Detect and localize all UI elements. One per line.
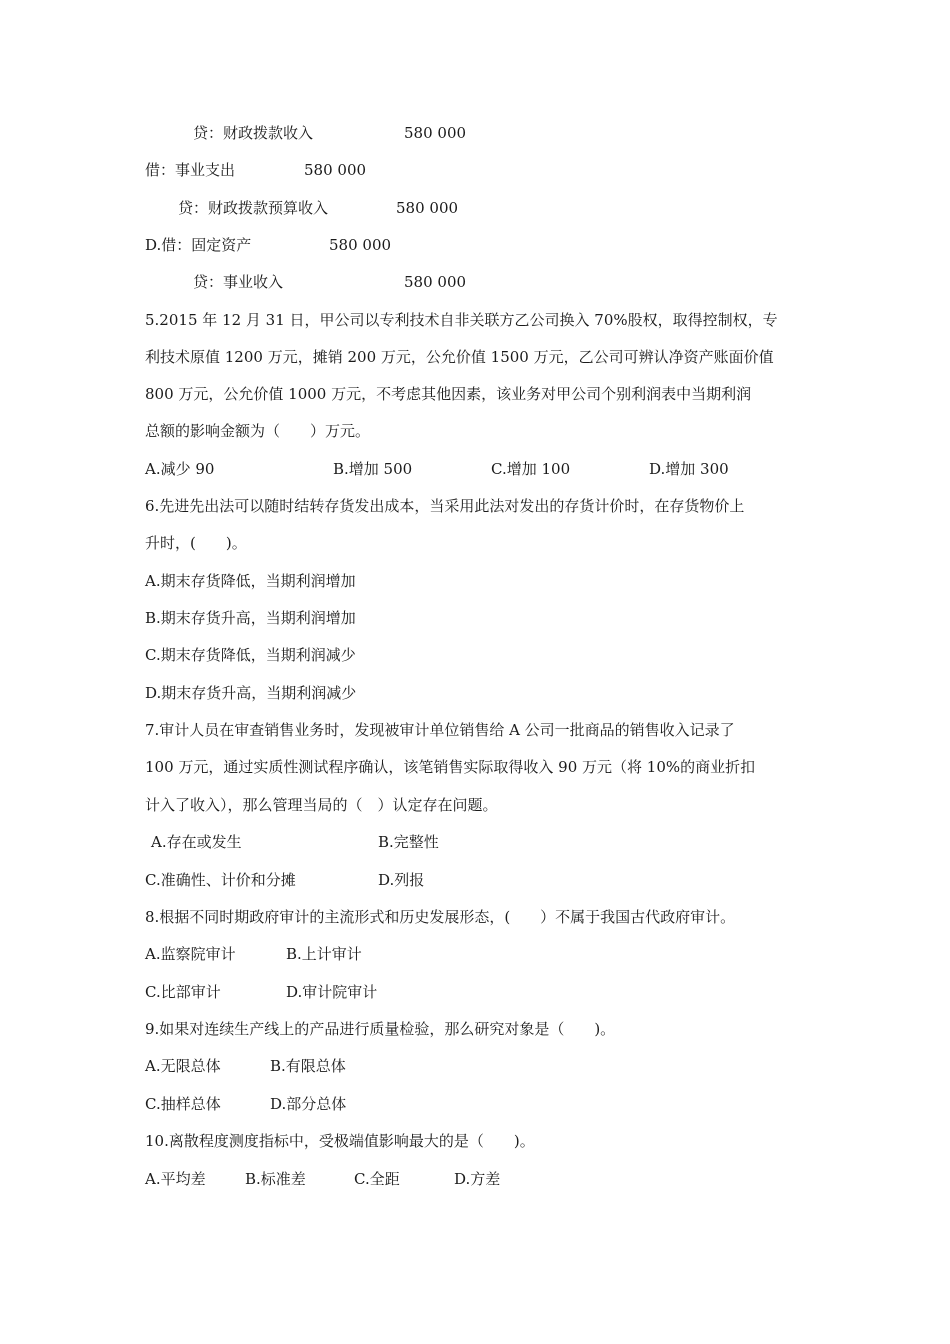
option-b: B.增加 500	[333, 460, 413, 478]
option-a: A.存在或发生	[151, 833, 242, 851]
entry-amount: 580 000	[404, 273, 467, 291]
question-text: 800 万元，公允价值 1000 万元，不考虑其他因素，该业务对甲公司个别利润表中当期利润	[145, 385, 752, 403]
option-a: A.期末存货降低，当期利润增加	[145, 572, 356, 590]
option-c: C.抽样总体	[145, 1095, 221, 1113]
option-a: A.无限总体	[145, 1057, 221, 1075]
option-d: D.增加 300	[649, 460, 729, 478]
entry-account: 贷：事业收入	[193, 273, 284, 291]
question-text: 7.审计人员在审查销售业务时，发现被审计单位销售给 A 公司一批商品的销售收入记录了	[145, 721, 735, 739]
question-text: 9.如果对连续生产线上的产品进行质量检验，那么研究对象是（ )。	[145, 1020, 616, 1038]
option-c: C.全距	[354, 1170, 400, 1188]
question-text: 利技术原值 1200 万元，摊销 200 万元，公允价值 1500 万元，乙公司可辨认净资产账面价值	[145, 348, 774, 366]
option-b: B.完整性	[378, 833, 439, 851]
option-a: A.减少 90	[145, 460, 215, 478]
entry-amount: 580 000	[404, 124, 467, 142]
question-text: 8.根据不同时期政府审计的主流形式和历史发展形态，( ）不属于我国古代政府审计。	[145, 908, 736, 926]
entry-account: 贷：财政拨款收入	[193, 124, 314, 142]
question-text: 100 万元，通过实质性测试程序确认，该笔销售实际取得收入 90 万元（将 10%的商业折扣	[145, 758, 756, 776]
option-a: A.监察院审计	[145, 945, 236, 963]
option-d: D.方差	[454, 1170, 501, 1188]
question-text: 计入了收入），那么管理当局的（ ）认定存在问题。	[145, 796, 498, 814]
option-c: C.期末存货降低，当期利润减少	[145, 646, 356, 664]
question-text: 5.2015 年 12 月 31 日，甲公司以专利技术自非关联方乙公司换入 70%股权，取得控制权，专	[145, 311, 778, 329]
entry-account: D.借：固定资产	[145, 236, 252, 254]
option-b: B.标准差	[245, 1170, 306, 1188]
question-text: 6.先进先出法可以随时结转存货发出成本，当采用此法对发出的存货计价时，在存货物价上	[145, 497, 745, 515]
option-d: D.列报	[378, 871, 425, 889]
option-c: C.增加 100	[491, 460, 571, 478]
question-text: 10.离散程度测度指标中，受极端值影响最大的是（ )。	[145, 1132, 535, 1150]
option-a: A.平均差	[145, 1170, 206, 1188]
option-c: C.准确性、计价和分摊	[145, 871, 296, 889]
entry-amount: 580 000	[329, 236, 392, 254]
question-text: 升时，( )。	[145, 534, 247, 552]
entry-amount: 580 000	[304, 161, 367, 179]
option-d: D.部分总体	[270, 1095, 347, 1113]
option-b: B.有限总体	[270, 1057, 346, 1075]
entry-account: 借：事业支出	[145, 161, 236, 179]
option-d: D.审计院审计	[286, 983, 378, 1001]
entry-account: 贷：财政拨款预算收入	[178, 199, 329, 217]
entry-amount: 580 000	[396, 199, 459, 217]
option-b: B.期末存货升高，当期利润增加	[145, 609, 356, 627]
option-c: C.比部审计	[145, 983, 221, 1001]
option-b: B.上计审计	[286, 945, 362, 963]
option-d: D.期末存货升高，当期利润减少	[145, 684, 357, 702]
question-text: 总额的影响金额为（ ）万元。	[145, 422, 371, 440]
